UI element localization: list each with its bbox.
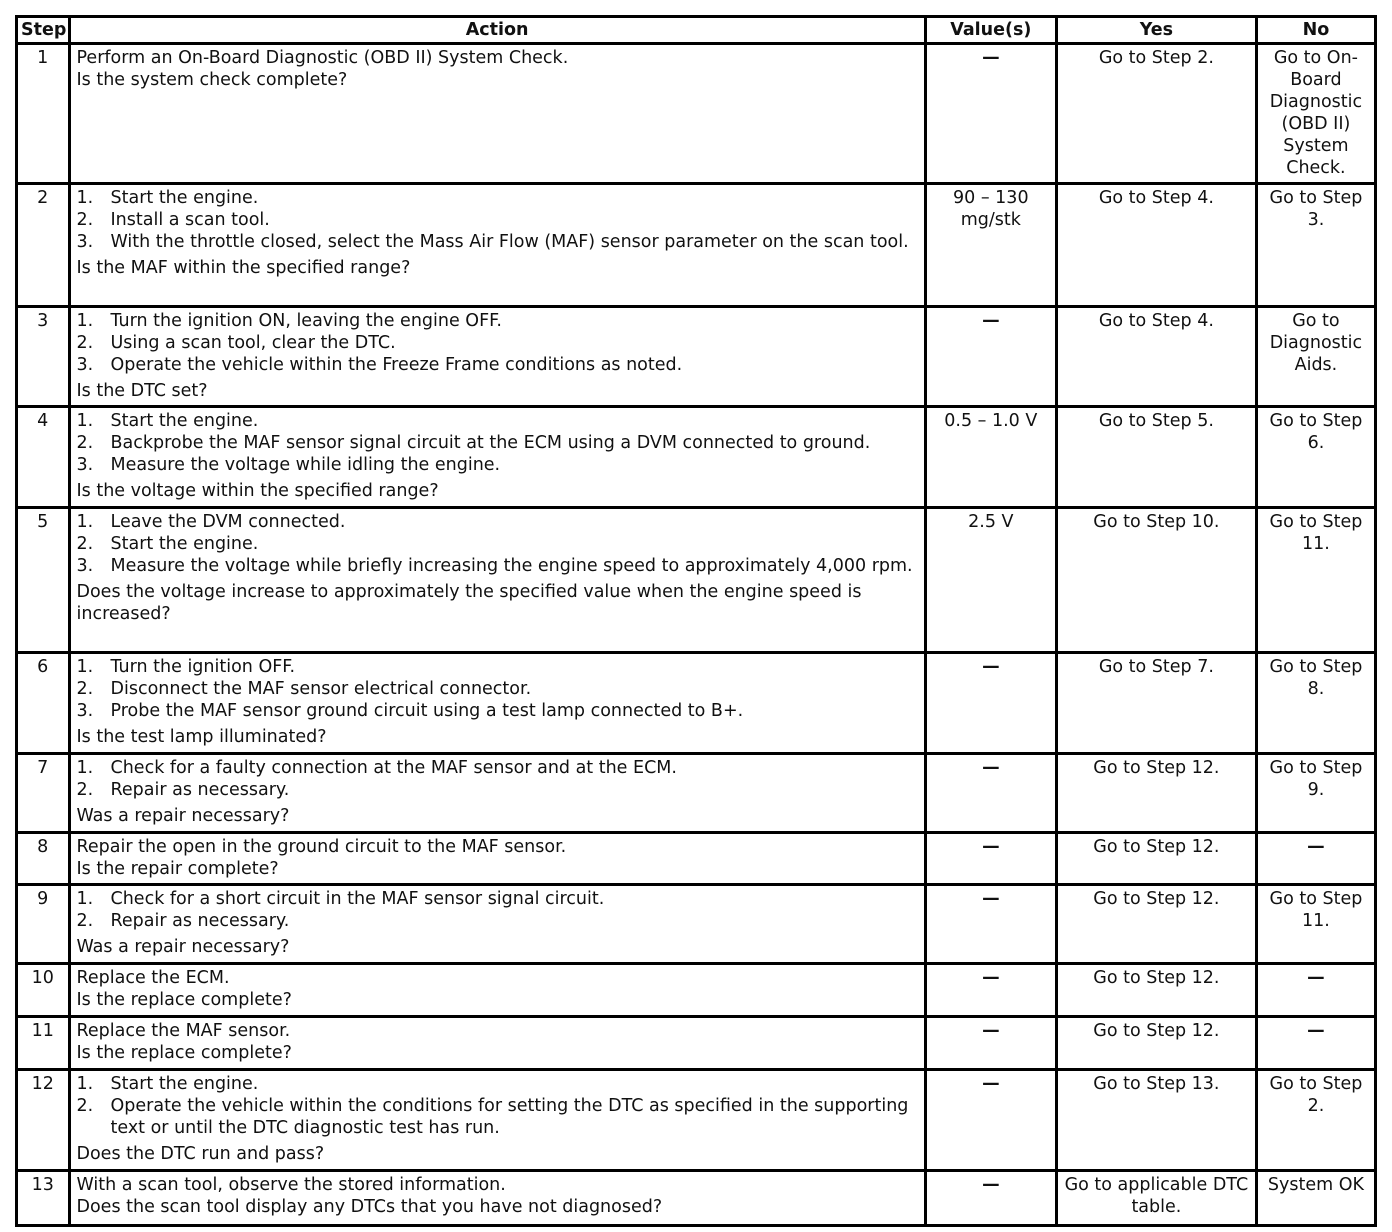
no-cell: Go to Step 8. [1256, 653, 1375, 754]
action-cell [69, 833, 925, 885]
no-cell: System OK [1256, 1171, 1375, 1226]
action-step-item [77, 1073, 918, 1095]
table-row [17, 1017, 1376, 1070]
action-question: Was a repair necessary? [76, 937, 290, 957]
table-row [17, 885, 1376, 964]
action-step-text: Repair as necessary. [110, 780, 290, 800]
yes-cell: Go to Step 12. [1056, 754, 1256, 833]
yes-cell: Go to Step 5. [1056, 407, 1256, 508]
value-cell: — [925, 754, 1056, 833]
diagnostic-table [15, 15, 1377, 1227]
yes-cell: Go to Step 12. [1056, 964, 1256, 1017]
action-step-text: Operate the vehicle within the Freeze Frame conditions as noted. [110, 355, 683, 375]
action-line: Is the replace complete? [76, 1043, 292, 1063]
step-number: 6 [17, 653, 70, 754]
header-step: Step [17, 17, 70, 44]
yes-cell: Go to Step 7. [1056, 653, 1256, 754]
action-step-item [77, 454, 918, 476]
action-step-item [77, 700, 918, 722]
yes-cell: Go to applicable DTC table. [1056, 1171, 1256, 1226]
action-cell [69, 1017, 925, 1070]
value-cell: — [925, 1171, 1056, 1226]
action-step-number: 2. [76, 780, 94, 800]
action-question: Is the voltage within the specified range? [76, 481, 439, 501]
action-step-item [77, 888, 918, 910]
step-number: 13 [17, 1171, 70, 1226]
action-step-item [77, 209, 918, 231]
action-cell [69, 1070, 925, 1171]
step-number: 5 [17, 508, 70, 653]
no-cell: — [1256, 1017, 1375, 1070]
value-cell: — [925, 1070, 1056, 1171]
action-line: Repair the open in the ground circuit to the MAF sensor. [76, 837, 567, 857]
action-question: Does the DTC run and pass? [76, 1144, 325, 1164]
no-cell: Go to Step 6. [1256, 407, 1375, 508]
yes-cell: Go to Step 10. [1056, 508, 1256, 653]
action-cell [69, 653, 925, 754]
header-no: No [1256, 17, 1375, 44]
action-step-number: 1. [76, 188, 94, 208]
table-row [17, 1070, 1376, 1171]
action-step-number: 3. [76, 232, 94, 252]
table-row [17, 754, 1376, 833]
action-steps-list [77, 656, 918, 722]
step-number: 2 [17, 184, 70, 307]
action-line: Replace the ECM. [76, 968, 230, 988]
action-step-number: 3. [76, 701, 94, 721]
table-row [17, 653, 1376, 754]
action-steps-list [77, 310, 918, 376]
action-step-text: Backprobe the MAF sensor signal circuit at the ECM using a DVM connected to ground. [110, 433, 871, 453]
action-step-item [77, 678, 918, 700]
action-steps-list [77, 187, 918, 253]
no-cell: — [1256, 833, 1375, 885]
table-row [17, 44, 1376, 184]
step-number: 12 [17, 1070, 70, 1171]
action-line: Does the scan tool display any DTCs that you have not diagnosed? [76, 1197, 663, 1217]
action-step-item [77, 332, 918, 354]
value-cell: 90 – 130 mg/stk [925, 184, 1056, 307]
no-cell: Go to Step 11. [1256, 508, 1375, 653]
action-step-item [77, 354, 918, 376]
value-cell: 2.5 V [925, 508, 1056, 653]
action-step-item [77, 910, 918, 932]
action-step-number: 3. [76, 355, 94, 375]
action-step-number: 1. [76, 311, 94, 331]
action-cell [69, 964, 925, 1017]
action-cell [69, 407, 925, 508]
action-step-text: Install a scan tool. [110, 210, 270, 230]
step-number: 1 [17, 44, 70, 184]
value-cell: 0.5 – 1.0 V [925, 407, 1056, 508]
action-step-text: Using a scan tool, clear the DTC. [110, 333, 396, 353]
value-cell: — [925, 964, 1056, 1017]
action-step-number: 2. [76, 1096, 94, 1116]
action-cell [69, 885, 925, 964]
action-step-text: Leave the DVM connected. [110, 512, 346, 532]
action-steps-list [77, 1073, 918, 1139]
yes-cell: Go to Step 12. [1056, 885, 1256, 964]
action-step-number: 1. [76, 512, 94, 532]
action-step-number: 1. [76, 758, 94, 778]
action-step-item [77, 1095, 918, 1139]
table-row [17, 508, 1376, 653]
value-cell: — [925, 653, 1056, 754]
action-step-text: Measure the voltage while briefly increasing the engine speed to approximately 4,000 rpm. [110, 556, 913, 576]
action-step-text: Start the engine. [110, 188, 259, 208]
table-row [17, 964, 1376, 1017]
action-step-number: 2. [76, 679, 94, 699]
action-step-text: With the throttle closed, select the Mass Air Flow (MAF) sensor parameter on the scan tool. [110, 232, 909, 252]
action-step-number: 1. [76, 889, 94, 909]
step-number: 8 [17, 833, 70, 885]
action-steps-list [77, 888, 918, 932]
value-cell: — [925, 833, 1056, 885]
action-step-text: Operate the vehicle within the conditions for setting the DTC as specified in the supporting text or until the DTC diagnostic test has run. [110, 1096, 909, 1138]
no-cell: — [1256, 964, 1375, 1017]
action-step-text: Turn the ignition OFF. [110, 657, 296, 677]
action-line: Is the system check complete? [76, 70, 348, 90]
no-cell: Go to Step 2. [1256, 1070, 1375, 1171]
action-step-number: 3. [76, 455, 94, 475]
table-row [17, 833, 1376, 885]
action-cell [69, 754, 925, 833]
yes-cell: Go to Step 13. [1056, 1070, 1256, 1171]
yes-cell: Go to Step 12. [1056, 1017, 1256, 1070]
table-body [17, 44, 1376, 1226]
action-step-number: 2. [76, 433, 94, 453]
step-number: 7 [17, 754, 70, 833]
no-cell: Go to Step 9. [1256, 754, 1375, 833]
action-step-number: 2. [76, 333, 94, 353]
no-cell: Go to On-Board Diagnostic (OBD II) System Check. [1256, 44, 1375, 184]
yes-cell: Go to Step 2. [1056, 44, 1256, 184]
header-values: Value(s) [925, 17, 1056, 44]
action-step-text: Repair as necessary. [110, 911, 290, 931]
action-line: Is the replace complete? [76, 990, 292, 1010]
action-step-item [77, 533, 918, 555]
step-number: 11 [17, 1017, 70, 1070]
header-action: Action [69, 17, 925, 44]
action-question: Is the DTC set? [76, 381, 208, 401]
action-step-item [77, 779, 918, 801]
action-steps-list [77, 757, 918, 801]
table-row [17, 407, 1376, 508]
table-row [17, 184, 1376, 307]
action-step-text: Start the engine. [110, 1074, 259, 1094]
action-steps-list [77, 511, 918, 577]
action-step-item [77, 310, 918, 332]
action-step-text: Measure the voltage while idling the engine. [110, 455, 501, 475]
step-number: 3 [17, 307, 70, 407]
action-step-number: 1. [76, 1074, 94, 1094]
action-step-number: 2. [76, 911, 94, 931]
value-cell: — [925, 1017, 1056, 1070]
action-step-text: Start the engine. [110, 411, 259, 431]
no-cell: Go to Diagnostic Aids. [1256, 307, 1375, 407]
yes-cell: Go to Step 4. [1056, 184, 1256, 307]
action-question: Is the test lamp illuminated? [76, 727, 327, 747]
action-step-item [77, 187, 918, 209]
step-number: 10 [17, 964, 70, 1017]
action-steps-list [77, 410, 918, 476]
action-step-text: Check for a short circuit in the MAF sensor signal circuit. [110, 889, 605, 909]
action-step-number: 1. [76, 411, 94, 431]
action-step-item [77, 410, 918, 432]
header-row [17, 17, 1376, 44]
action-question: Is the MAF within the specified range? [76, 258, 411, 278]
action-step-text: Turn the ignition ON, leaving the engine OFF. [110, 311, 502, 331]
action-line: Is the repair complete? [76, 859, 279, 879]
action-step-item [77, 757, 918, 779]
action-line: With a scan tool, observe the stored information. [76, 1175, 506, 1195]
action-cell [69, 184, 925, 307]
action-step-item [77, 656, 918, 678]
yes-cell: Go to Step 4. [1056, 307, 1256, 407]
action-step-item [77, 231, 918, 253]
step-number: 9 [17, 885, 70, 964]
value-cell: — [925, 885, 1056, 964]
action-step-text: Disconnect the MAF sensor electrical connector. [110, 679, 532, 699]
diagnostic-table-container [15, 15, 1377, 1227]
no-cell: Go to Step 11. [1256, 885, 1375, 964]
action-cell [69, 307, 925, 407]
yes-cell: Go to Step 12. [1056, 833, 1256, 885]
action-step-item [77, 555, 918, 577]
action-line: Replace the MAF sensor. [76, 1021, 291, 1041]
value-cell: — [925, 44, 1056, 184]
step-number: 4 [17, 407, 70, 508]
header-yes: Yes [1056, 17, 1256, 44]
action-cell [69, 1171, 925, 1226]
action-step-number: 1. [76, 657, 94, 677]
action-step-item [77, 511, 918, 533]
action-step-number: 2. [76, 210, 94, 230]
action-cell [69, 508, 925, 653]
action-step-text: Probe the MAF sensor ground circuit using a test lamp connected to B+. [110, 701, 744, 721]
action-step-text: Check for a faulty connection at the MAF sensor and at the ECM. [110, 758, 677, 778]
action-question: Does the voltage increase to approximately the specified value when the engine speed is increased? [76, 582, 862, 624]
no-cell: Go to Step 3. [1256, 184, 1375, 307]
value-cell: — [925, 307, 1056, 407]
action-step-number: 3. [76, 556, 94, 576]
table-row [17, 307, 1376, 407]
action-step-item [77, 432, 918, 454]
action-cell [69, 44, 925, 184]
table-row [17, 1171, 1376, 1226]
action-question: Was a repair necessary? [76, 806, 290, 826]
action-step-number: 2. [76, 534, 94, 554]
action-step-text: Start the engine. [110, 534, 259, 554]
action-line: Perform an On-Board Diagnostic (OBD II) System Check. [76, 48, 569, 68]
